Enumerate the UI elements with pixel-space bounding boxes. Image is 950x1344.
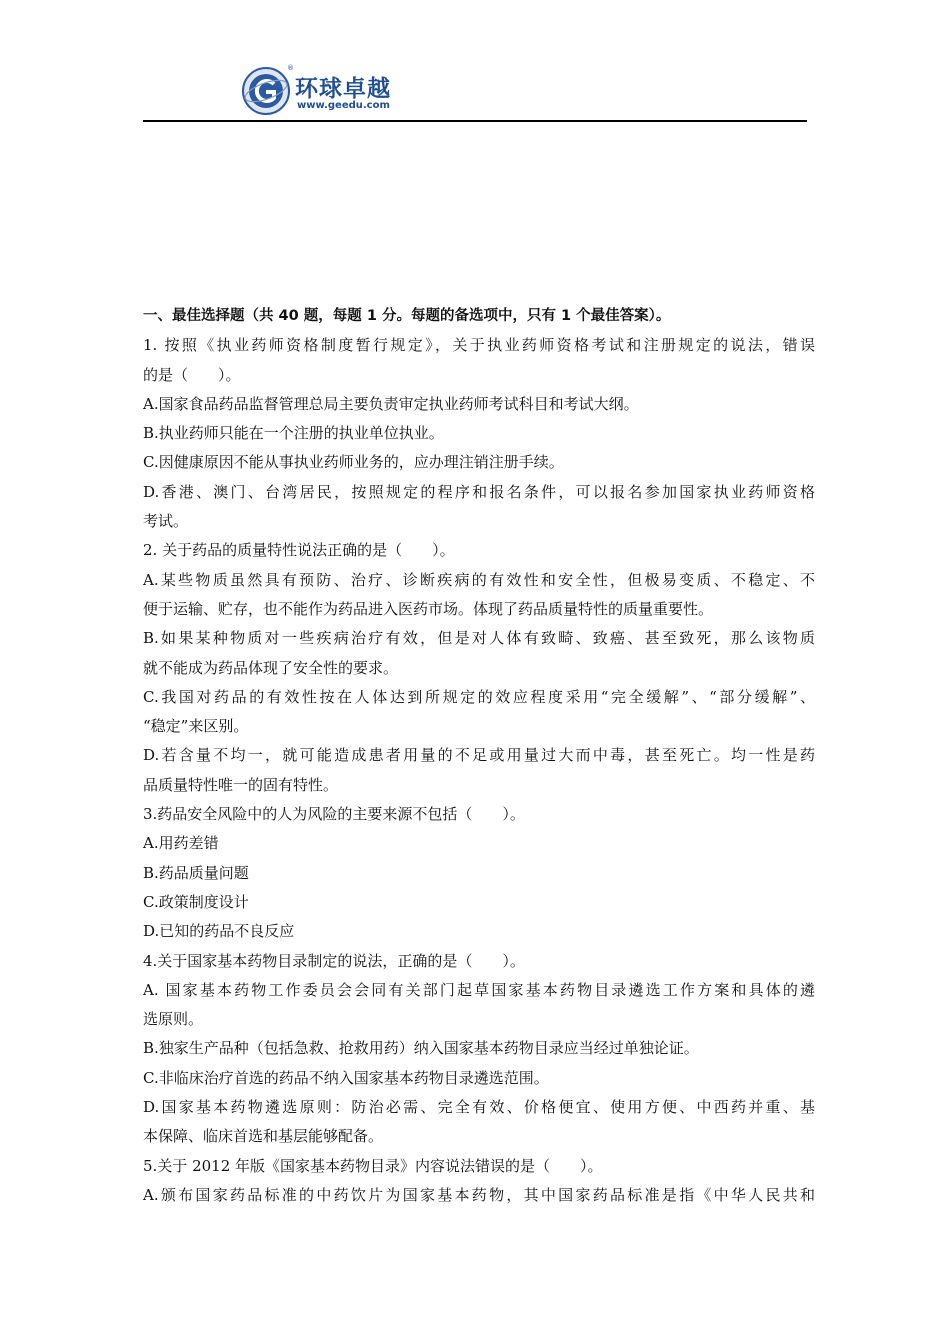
globe-logo-icon <box>241 66 291 116</box>
logo <box>241 66 421 118</box>
text-line: C.因健康原因不能从事执业药师业务的，应办理注销注册手续。 <box>143 453 564 472</box>
text-line: 的是（ ）。 <box>143 365 241 384</box>
text-line: 3.药品安全风险中的人为风险的主要来源不包括（ ）。 <box>143 805 525 824</box>
text-line: D.国家基本药物遴选原则：防治必需、完全有效、价格便宜、使用方便、中西药并重、基 <box>143 1098 815 1117</box>
text-line: C.非临床治疗首选的药品不纳入国家基本药物目录遴选范围。 <box>143 1068 549 1087</box>
text-line: 1. 按照《执业药师资格制度暂行规定》，关于执业药师资格考试和注册规定的说法，错误 <box>143 336 815 355</box>
text-line: A.用药差错 <box>143 834 219 853</box>
text-line: D.香港、澳门、台湾居民，按照规定的程序和报名条件，可以报名参加国家执业药师资格 <box>143 482 815 501</box>
text-line: B.独家生产品种（包括急救、抢救用药）纳入国家基本药物目录应当经过单独论证。 <box>143 1039 699 1058</box>
text-line: B.执业药师只能在一个注册的执业单位执业。 <box>143 424 444 443</box>
text-line: 2. 关于药品的质量特性说法正确的是（ ）。 <box>143 541 455 560</box>
text-line: B.药品质量问题 <box>143 863 249 882</box>
text-line: A.国家食品药品监督管理总局主要负责审定执业药师考试科目和考试大纲。 <box>143 394 639 413</box>
text-line: A. 国家基本药物工作委员会会同有关部门起草国家基本药物目录遴选工作方案和具体的遴 <box>143 980 815 999</box>
text-line: B.如果某种物质对一些疾病治疗有效，但是对人体有致畸、致癌、甚至致死，那么该物质 <box>143 629 815 648</box>
text-line: 本保障、临床首选和基层能够配备。 <box>143 1127 384 1146</box>
text-line: 5.关于 2012 年版《国家基本药物目录》内容说法错误的是（ ）。 <box>143 1156 603 1175</box>
text-line: D.已知的药品不良反应 <box>143 922 295 941</box>
text-line: 便于运输、贮存，也不能作为药品进入医药市场。体现了药品质量特性的质量重要性。 <box>143 599 714 618</box>
text-line: C.我国对药品的有效性按在人体达到所规定的效应程度采用“完全缓解”、“部分缓解”、 <box>143 687 815 706</box>
text-line: 考试。 <box>143 512 189 531</box>
registered-mark: ® <box>287 64 294 72</box>
text-line: D.若含量不均一，就可能造成患者用量的不足或用量过大而中毒，甚至死亡。均一性是药 <box>143 746 815 765</box>
page-header <box>143 60 807 122</box>
document-body <box>143 302 815 1210</box>
text-line: 选原则。 <box>143 1010 204 1029</box>
text-line: C.政策制度设计 <box>143 892 249 911</box>
text-line: 4.关于国家基本药物目录制定的说法，正确的是（ ）。 <box>143 951 525 970</box>
text-line: 就不能成为药品体现了安全性的要求。 <box>143 658 399 677</box>
section-title: 一、最佳选择题（共 40 题，每题 1 分。每题的备选项中，只有 1 个最佳答案）。 <box>143 308 671 324</box>
text-line: A.颁布国家药品标准的中药饮片为国家基本药物，其中国家药品标准是指《中华人民共和 <box>143 1185 815 1204</box>
text-line: “稳定”来区别。 <box>143 717 249 736</box>
logo-url: www.geedu.com <box>297 100 390 111</box>
text-line: 品质量特性唯一的固有特性。 <box>143 775 339 794</box>
text-line: A.某些物质虽然具有预防、治疗、诊断疾病的有效性和安全性，但极易变质、不稳定、不 <box>143 570 815 589</box>
logo-title: 环球卓越 <box>295 76 391 102</box>
